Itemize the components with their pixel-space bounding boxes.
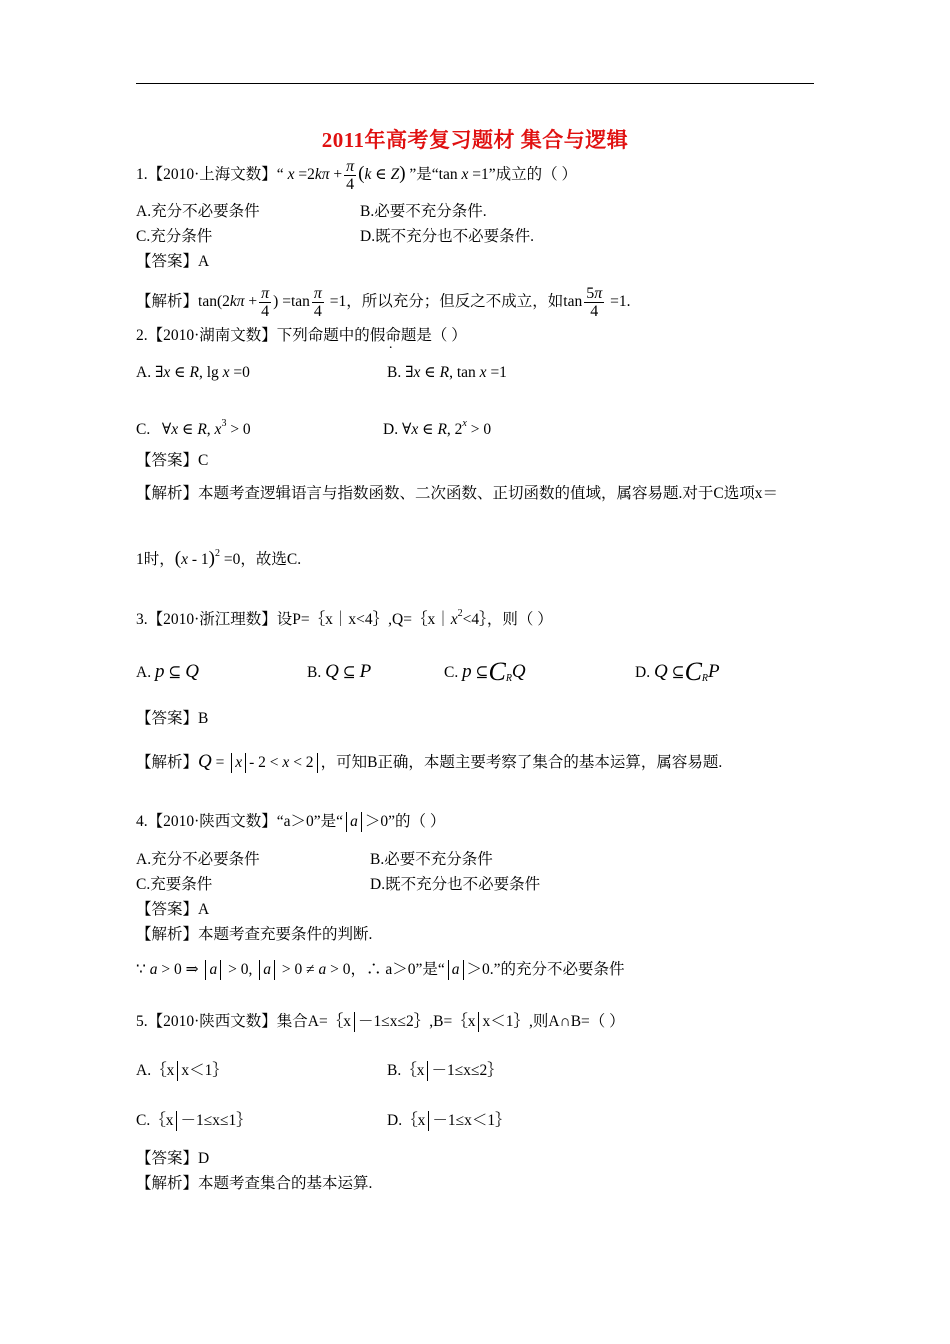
q4-option-c: C.充要条件 bbox=[136, 876, 213, 893]
q4-stem: 4.【2010·陕西文数】“a＞0”是“ a ＞0”的（ ） bbox=[136, 812, 445, 832]
q3-answer: 【答案】B bbox=[136, 710, 209, 727]
q1-explanation: 【解析】tan(2kπ + $\frac{\pi}{4}$ ) =tan $\frac{\pi}{4}$ =1，所以充分；但反之不成立，如tan $\frac{5\pi}{4}$ =1. bbox=[136, 285, 631, 320]
q4-option-d: D.既不充分也不必要条件 bbox=[370, 876, 541, 893]
q2-option-b: B. ∃x ∈ R, tan x =1 bbox=[387, 364, 507, 381]
q1-option-b: B.必要不充分条件. bbox=[360, 203, 487, 220]
q2-explanation-cont: 1时，(x - 1)$^2$ =0，故选C. bbox=[136, 548, 302, 569]
q5-option-b: B.｛x －1≤x≤2｝ bbox=[387, 1061, 503, 1081]
q5-option-c: C.｛x －1≤x≤1｝ bbox=[136, 1111, 252, 1131]
q3-option-c: C. p $⊆C_RQ$ bbox=[444, 657, 526, 686]
q5-option-d: D.｛x －1≤x＜1｝ bbox=[387, 1111, 511, 1131]
q2-option-a: A. ∃x ∈ R, lg x =0 bbox=[136, 364, 250, 381]
q2-stem: 2.【2010·湖南文数】下列命题中的假命题是（ ） bbox=[136, 327, 467, 344]
q1-option-a: A.充分不必要条件 bbox=[136, 203, 260, 220]
top-rule bbox=[136, 83, 814, 84]
q1-option-d: D.既不充分也不必要条件. bbox=[360, 228, 534, 245]
q1-stem: 1.【2010·上海文数】“ x =2kπ + $\frac{\pi}{4}$ (k ∈ Z) ”是“tan x =1”成立的（ ） bbox=[136, 158, 578, 193]
q3-option-d: D. Q $⊆C_RP$ bbox=[635, 657, 720, 686]
q4-explanation: 【解析】本题考查充要条件的判断. bbox=[136, 926, 373, 943]
q4-answer: 【答案】A bbox=[136, 901, 210, 918]
q2-answer: 【答案】C bbox=[136, 452, 209, 469]
q5-option-a: A.｛x x＜1｝ bbox=[136, 1061, 228, 1081]
q2-option-d: D. ∀x ∈ R, $2^x > 0$ bbox=[383, 418, 492, 438]
q5-answer: 【答案】D bbox=[136, 1150, 210, 1167]
q3-option-b: B. Q ⊆ P bbox=[307, 661, 372, 682]
q4-conclusion: ∵ a > 0 ⇒ a > 0, a > 0 ≠ a > 0，∴ a＞0”是“ a ＞0.”的充分不必要条件 bbox=[136, 960, 625, 980]
q3-stem: 3.【2010·浙江理数】设$P=\{x|x<4\},Q=\{x|x^2<4\}$，则（ ） bbox=[136, 608, 553, 628]
q4-option-b: B.必要不充分条件 bbox=[370, 851, 493, 868]
q1-option-c: C.充分条件 bbox=[136, 228, 213, 245]
q2-option-c: C. ∀x ∈ R, $x^3 > 0$ bbox=[136, 418, 251, 438]
q3-explanation: 【解析】Q = x - 2 < x < 2 ，可知B正确，本题主要考察了集合的基本运算，属容易题. bbox=[136, 751, 723, 772]
page-title: 2011年高考复习题材 集合与逻辑 bbox=[321, 128, 629, 152]
q5-stem: 5.【2010·陕西文数】集合A=｛x －1≤x≤2｝,B=｛x x＜1｝,则A∩B=（ ） bbox=[136, 1012, 625, 1032]
q2-explanation: 【解析】本题考查逻辑语言与指数函数、二次函数、正切函数的值域，属容易题.对于C选项x＝ bbox=[136, 485, 778, 502]
q5-explanation: 【解析】本题考查集合的基本运算. bbox=[136, 1175, 373, 1192]
q1-answer: 【答案】A bbox=[136, 253, 210, 270]
q3-option-a: A. p ⊆ Q bbox=[136, 661, 199, 682]
q4-option-a: A.充分不必要条件 bbox=[136, 851, 260, 868]
